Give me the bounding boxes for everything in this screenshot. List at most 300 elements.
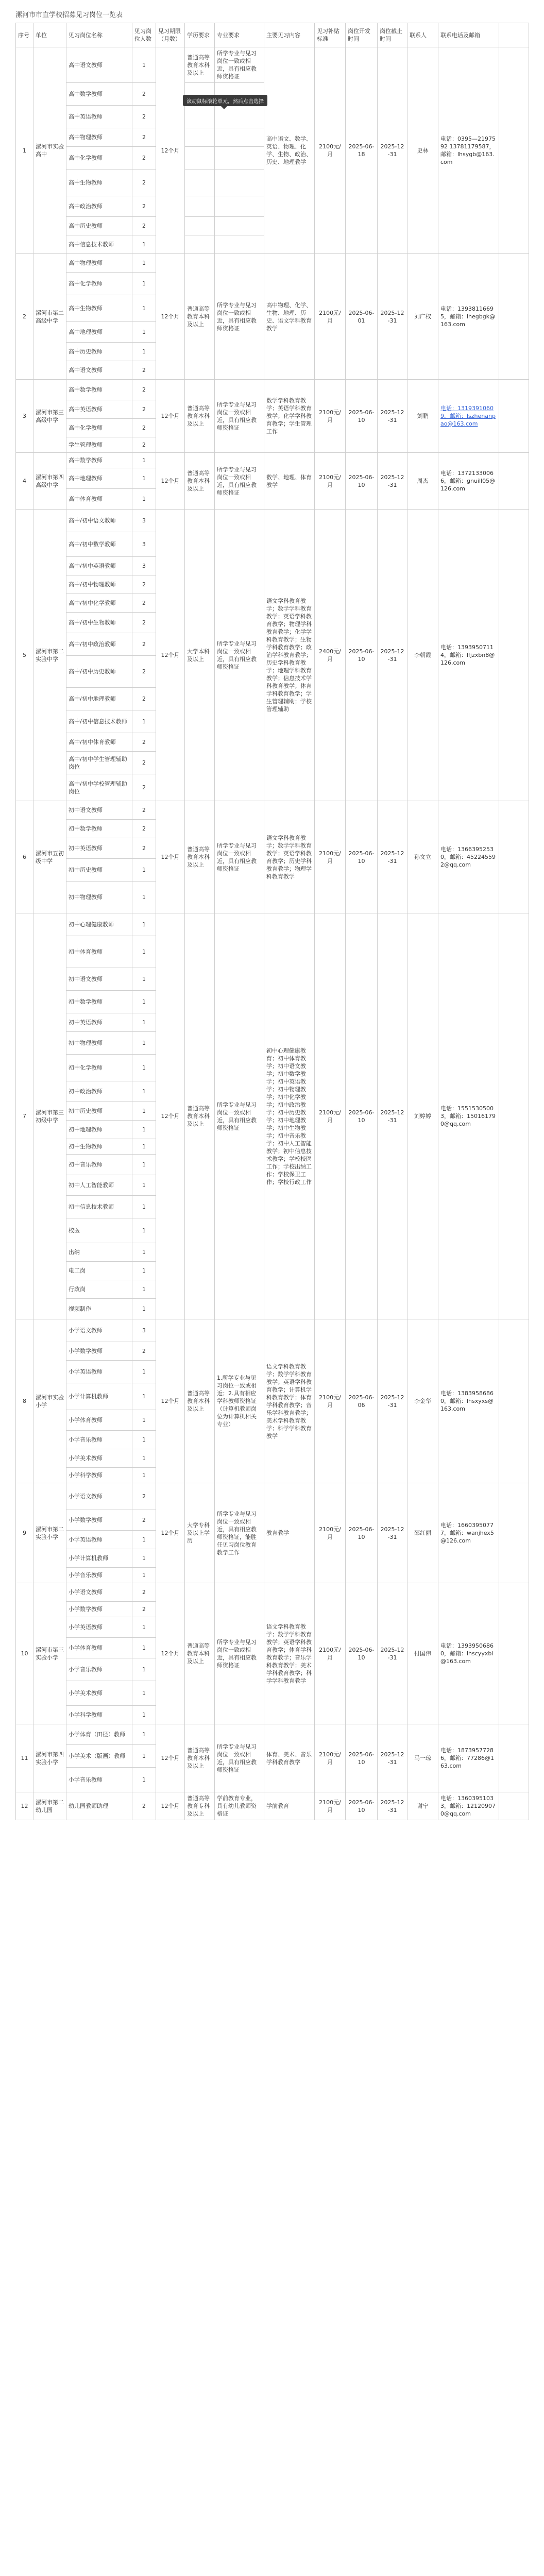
education-requirement — [185, 196, 215, 217]
position-name: 小学语文教师 — [66, 1483, 132, 1510]
position-name: 高中地理教师 — [66, 468, 132, 489]
position-name: 初中历史教师 — [66, 859, 132, 882]
position-name: 初中数学教师 — [66, 991, 132, 1013]
internship-content: 数学学科教育教学；英语学科教育教学；化学学科教育教学；学生管理工作 — [264, 380, 315, 453]
position-count: 1 — [132, 882, 156, 913]
unit-name: 漯河市第四高级中学 — [33, 453, 66, 510]
position-count: 1 — [132, 254, 156, 273]
subsidy-standard: 2100元/月 — [315, 453, 346, 510]
education-requirement — [185, 235, 215, 254]
major-requirement: 所学专业与见习岗位一致或相近，具有相应教师资格证 — [215, 913, 264, 1319]
row-number: 6 — [16, 801, 33, 913]
position-name: 高中/初中数学教师 — [66, 532, 132, 557]
table-row — [16, 1792, 529, 1820]
position-name: 高中数学教师 — [66, 453, 132, 468]
position-name: 小学语文教师 — [66, 1583, 132, 1602]
position-name: 小学音乐教师 — [66, 1658, 132, 1681]
position-count: 1 — [132, 1383, 156, 1410]
education-requirement: 普通高等教育本科及以上 — [185, 453, 215, 510]
position-name: 小学体育（田径）教师 — [66, 1724, 132, 1745]
internship-table — [15, 23, 529, 1820]
unit-name: 漯河市第二幼儿园 — [33, 1792, 66, 1820]
header-cell: 见习补贴标准 — [315, 23, 346, 47]
position-count: 1 — [132, 1081, 156, 1102]
position-name: 小学科学教师 — [66, 1706, 132, 1724]
unit-name: 漯河市第三高级中学 — [33, 380, 66, 453]
subsidy-standard: 2100元/月 — [315, 1724, 346, 1792]
position-count: 1 — [132, 343, 156, 361]
position-count: 2 — [132, 656, 156, 688]
position-count: 2 — [132, 147, 156, 170]
position-count: 1 — [132, 1568, 156, 1583]
position-count: 1 — [132, 322, 156, 343]
position-name: 高中政治教师 — [66, 196, 132, 217]
position-count: 1 — [132, 1410, 156, 1431]
position-name: 初中体育教师 — [66, 936, 132, 968]
position-name: 高中英语教师 — [66, 106, 132, 128]
contact-phone-email: 电话：13193910609，邮箱：lszhenanpao@163.com — [438, 380, 499, 453]
end-date: 2025-12-31 — [378, 1724, 407, 1792]
position-count: 2 — [132, 1342, 156, 1361]
unit-name: 漯河市第二高级中学 — [33, 254, 66, 380]
position-name: 小学数学教师 — [66, 1342, 132, 1361]
position-name: 高中/初中化学教师 — [66, 594, 132, 613]
table-row — [16, 47, 529, 83]
position-count: 2 — [132, 688, 156, 710]
table-row — [16, 453, 529, 468]
internship-months: 12个月 — [156, 453, 185, 510]
header-cell: 主要见习内容 — [264, 23, 315, 47]
position-name: 高中物理教师 — [66, 128, 132, 147]
header-cell: 岗位截止时间 — [378, 23, 407, 47]
position-name: 高中生物教师 — [66, 170, 132, 196]
position-count: 2 — [132, 575, 156, 594]
major-requirement: 学前教育专业，具有幼儿教师资格证 — [215, 1792, 264, 1820]
position-count: 1 — [132, 1155, 156, 1175]
subsidy-standard: 2100元/月 — [315, 47, 346, 254]
unit-name: 漯河市实验小学 — [33, 1319, 66, 1483]
position-name: 小学计算机教师 — [66, 1383, 132, 1410]
position-count: 1 — [132, 1361, 156, 1383]
major-requirement — [215, 196, 264, 217]
position-name: 高中/初中物理教师 — [66, 575, 132, 594]
header-cell: 联系电话及邮箱 — [438, 23, 499, 47]
header-cell: 学历要求 — [185, 23, 215, 47]
contact-phone-email: 电话：13721330066，邮箱：gnuill05@126.com — [438, 453, 499, 510]
position-count: 3 — [132, 557, 156, 575]
education-requirement — [185, 147, 215, 170]
end-date: 2025-12-31 — [378, 47, 407, 254]
position-name: 小学计算机教师 — [66, 1549, 132, 1568]
position-name: 高中生物教师 — [66, 295, 132, 322]
position-name: 小学体育教师 — [66, 1410, 132, 1431]
unit-name: 漯河市第四实验小学 — [33, 1724, 66, 1792]
position-count: 2 — [132, 1483, 156, 1510]
position-name: 高中/初中英语教师 — [66, 557, 132, 575]
position-count: 1 — [132, 1262, 156, 1280]
position-count: 2 — [132, 594, 156, 613]
table-row — [16, 510, 529, 532]
internship-content: 高中语文、数学、英语、物理、化学、生物、政治、历史、地理教学 — [264, 47, 315, 254]
row-number: 10 — [16, 1583, 33, 1724]
subsidy-standard: 2100元/月 — [315, 1583, 346, 1724]
unit-name: 漯河市实验高中 — [33, 47, 66, 254]
position-name: 小学音乐教师 — [66, 1768, 132, 1792]
position-name: 高中化学教师 — [66, 419, 132, 437]
position-name: 初中物理教师 — [66, 882, 132, 913]
major-requirement: 1.所学专业与见习岗位一致或相近；2.具有相应学科教师资格证（计算机教师岗位为计算机相关专业） — [215, 1319, 264, 1483]
position-count: 2 — [132, 1602, 156, 1617]
major-requirement: 所学专业与见习岗位一致或相近，具有相应教师资格证 — [215, 510, 264, 801]
position-name: 校医 — [66, 1218, 132, 1243]
position-name: 出纳 — [66, 1243, 132, 1262]
position-name: 初中物理教师 — [66, 1032, 132, 1055]
position-count: 1 — [132, 489, 156, 510]
position-count: 1 — [132, 1768, 156, 1792]
position-name: 小学美术教师 — [66, 1681, 132, 1706]
position-name: 高中信息技术教师 — [66, 235, 132, 254]
start-date: 2025-06-18 — [346, 47, 378, 254]
note-cell — [499, 1792, 529, 1820]
major-requirement: 所学专业与见习岗位一致或相近，具有相应教师资格证，能胜任见习岗位教育教学工作 — [215, 1483, 264, 1583]
major-requirement: 所学专业与见习岗位一致或相近，具有相应教师资格证 — [215, 47, 264, 83]
position-name: 小学语文教师 — [66, 1319, 132, 1342]
position-name: 初中生物教师 — [66, 1139, 132, 1155]
table-row — [16, 913, 529, 936]
table-row — [16, 801, 529, 820]
internship-months: 12个月 — [156, 1583, 185, 1724]
unit-name: 漯河市五初级中学 — [33, 801, 66, 913]
position-name: 高中历史教师 — [66, 217, 132, 235]
start-date: 2025-06-10 — [346, 1792, 378, 1820]
note-cell — [499, 254, 529, 380]
contact-phone-email: 电话：13938116695，邮箱：lhegbgk@163.com — [438, 254, 499, 380]
note-cell — [499, 380, 529, 453]
unit-name: 漯河市第三初级中学 — [33, 913, 66, 1319]
position-name: 小学音乐教师 — [66, 1568, 132, 1583]
position-count: 2 — [132, 801, 156, 820]
position-name: 初中语文教师 — [66, 968, 132, 991]
header-cell: 岗位开发时间 — [346, 23, 378, 47]
table-row — [16, 1583, 529, 1602]
subsidy-standard: 2400元/月 — [315, 510, 346, 801]
education-requirement: 普通高等教育本科及以上 — [185, 47, 215, 83]
position-count: 1 — [132, 1658, 156, 1681]
position-count: 1 — [132, 1055, 156, 1081]
major-requirement — [215, 217, 264, 235]
position-count: 2 — [132, 613, 156, 633]
note-cell — [499, 510, 529, 801]
education-requirement — [185, 170, 215, 196]
major-requirement: 所学专业与见习岗位一致或相近，具有相应教师资格证 — [215, 801, 264, 913]
end-date: 2025-12-31 — [378, 1583, 407, 1724]
position-count: 1 — [132, 1013, 156, 1032]
position-name: 小学英语教师 — [66, 1361, 132, 1383]
table-body — [16, 47, 529, 1820]
position-count: 1 — [132, 273, 156, 295]
start-date: 2025-06-10 — [346, 510, 378, 801]
contact-person: 孙文立 — [407, 801, 438, 913]
position-count: 2 — [132, 196, 156, 217]
position-name: 高中/初中政治教师 — [66, 633, 132, 656]
internship-months: 12个月 — [156, 1724, 185, 1792]
major-requirement: 所学专业与见习岗位一致或相近，具有相应教师资格证 — [215, 380, 264, 453]
position-name: 高中历史教师 — [66, 343, 132, 361]
subsidy-standard: 2100元/月 — [315, 801, 346, 913]
position-count: 1 — [132, 1468, 156, 1483]
position-name: 高中数学教师 — [66, 380, 132, 400]
education-requirement: 普通高等教育本科及以上 — [185, 254, 215, 380]
header-cell: 联系人 — [407, 23, 438, 47]
education-requirement: 普通高等教育本科及以上 — [185, 1724, 215, 1792]
internship-months: 12个月 — [156, 1792, 185, 1820]
end-date: 2025-12-31 — [378, 1792, 407, 1820]
note-cell — [499, 453, 529, 510]
position-count: 1 — [132, 1724, 156, 1745]
position-name: 初中信息技术教师 — [66, 1196, 132, 1218]
position-count: 1 — [132, 1681, 156, 1706]
position-count: 2 — [132, 774, 156, 801]
position-count: 1 — [132, 859, 156, 882]
major-requirement — [215, 128, 264, 147]
position-name: 小学英语教师 — [66, 1617, 132, 1638]
position-count: 1 — [132, 1638, 156, 1658]
position-count: 1 — [132, 1280, 156, 1299]
position-name: 初中语文教师 — [66, 801, 132, 820]
table-row — [16, 254, 529, 273]
position-name: 小学数学教师 — [66, 1602, 132, 1617]
position-name: 小学体育教师 — [66, 1638, 132, 1658]
start-date: 2025-06-10 — [346, 801, 378, 913]
position-name: 高中/初中历史教师 — [66, 656, 132, 688]
row-number: 9 — [16, 1483, 33, 1583]
position-name: 高中化学教师 — [66, 147, 132, 170]
internship-content: 初中心理健康教育；初中体育教学；初中语文教学；初中数学教学；初中英语教学；初中物理教学；初中化学教学；初中政治教学；初中历史教学；初中地理教学；初中生物教学；初中音乐教学；初中人工智能教学；初中信息技术教学；学校校医工作；学校出纳工作；学校保卫工作；学校行政工作 — [264, 913, 315, 1319]
position-name: 行政岗 — [66, 1280, 132, 1299]
subsidy-standard: 2100元/月 — [315, 254, 346, 380]
internship-content: 语文学科教育教学；数学学科教育教学；英语学科教育教学；历史学科教育教学；物理学科教育教学 — [264, 801, 315, 913]
position-name: 高中语文教师 — [66, 47, 132, 83]
note-cell — [499, 1724, 529, 1792]
row-number: 8 — [16, 1319, 33, 1483]
position-count: 1 — [132, 468, 156, 489]
end-date: 2025-12-31 — [378, 453, 407, 510]
position-name: 初中地理教师 — [66, 1121, 132, 1139]
position-name: 小学数学教师 — [66, 1510, 132, 1531]
contact-phone-email: 电话：0395—2197592 13781179587，邮箱：lhsygb@163.com — [438, 47, 499, 254]
start-date: 2025-06-10 — [346, 1583, 378, 1724]
header-cell: 见习岗位人数 — [132, 23, 156, 47]
major-requirement: 所学专业与见习岗位一致或相近，具有相应教师资格证 — [215, 453, 264, 510]
position-count: 1 — [132, 1449, 156, 1468]
position-name: 初中政治教师 — [66, 1081, 132, 1102]
position-count: 3 — [132, 1319, 156, 1342]
unit-name: 漯河市第二实验小学 — [33, 1483, 66, 1583]
contact-person: 史林 — [407, 47, 438, 254]
position-count: 1 — [132, 913, 156, 936]
education-requirement: 大学专科及以上学历 — [185, 1483, 215, 1583]
major-requirement — [215, 147, 264, 170]
position-name: 初中历史教师 — [66, 1102, 132, 1121]
position-name: 视频制作 — [66, 1299, 132, 1319]
position-name: 高中数学教师 — [66, 83, 132, 106]
position-count: 1 — [132, 936, 156, 968]
subsidy-standard: 2100元/月 — [315, 1483, 346, 1583]
internship-content: 数学、地理、体育教学 — [264, 453, 315, 510]
position-name: 初中化学教师 — [66, 1055, 132, 1081]
internship-months: 12个月 — [156, 1319, 185, 1483]
position-count: 1 — [132, 235, 156, 254]
contact-person: 付国伟 — [407, 1583, 438, 1724]
subsidy-standard: 2100元/月 — [315, 913, 346, 1319]
position-count: 1 — [132, 1243, 156, 1262]
position-count: 1 — [132, 1299, 156, 1319]
contact-person: 刘广权 — [407, 254, 438, 380]
header-cell: 见习期限（月数） — [156, 23, 185, 47]
education-requirement — [185, 128, 215, 147]
header-cell: 专业要求 — [215, 23, 264, 47]
subsidy-standard: 2100元/月 — [315, 1792, 346, 1820]
position-count: 2 — [132, 733, 156, 752]
row-number: 2 — [16, 254, 33, 380]
header-cell: 见习岗位名称 — [66, 23, 132, 47]
position-name: 小学英语教师 — [66, 1531, 132, 1549]
scroll-tooltip: 滚动鼠标滚轮单元，然后点击选择 — [183, 95, 267, 106]
start-date: 2025-06-10 — [346, 913, 378, 1319]
position-count: 2 — [132, 633, 156, 656]
position-count: 1 — [132, 968, 156, 991]
contact-person: 邵红丽 — [407, 1483, 438, 1583]
position-name: 初中数学教师 — [66, 820, 132, 838]
position-count: 1 — [132, 1706, 156, 1724]
row-number: 4 — [16, 453, 33, 510]
start-date: 2025-06-10 — [346, 1483, 378, 1583]
page-title: 漯河市市直学校招募见习岗位一览表 — [15, 11, 123, 19]
contact-phone-email: 电话：13839586860，邮箱：lhsxyxs@163.com — [438, 1319, 499, 1483]
position-name: 初中心理健康教师 — [66, 913, 132, 936]
position-name: 初中音乐教师 — [66, 1155, 132, 1175]
position-count: 1 — [132, 1175, 156, 1196]
position-count: 1 — [132, 710, 156, 733]
internship-content: 教育教学 — [264, 1483, 315, 1583]
contact-person: 刘婷婷 — [407, 913, 438, 1319]
major-requirement — [215, 170, 264, 196]
education-requirement: 普通高等教育专科及以上 — [185, 1792, 215, 1820]
position-count: 2 — [132, 419, 156, 437]
row-number: 12 — [16, 1792, 33, 1820]
row-number: 3 — [16, 380, 33, 453]
position-name: 高中/初中信息技术教师 — [66, 710, 132, 733]
position-count: 2 — [132, 128, 156, 147]
position-name: 学生管理教师 — [66, 437, 132, 453]
position-count: 1 — [132, 1549, 156, 1568]
contact-phone-email: 电话：13939506860，邮箱：lhscyyxbi@163.com — [438, 1583, 499, 1724]
header-cell: 序号 — [16, 23, 33, 47]
position-count: 1 — [132, 1121, 156, 1139]
note-cell — [499, 47, 529, 254]
contact-phone-email: 电话：13603951033，邮箱：121209070@qq.com — [438, 1792, 499, 1820]
position-name: 初中人工智能教师 — [66, 1175, 132, 1196]
start-date: 2025-06-10 — [346, 380, 378, 453]
contact-person: 谢宁 — [407, 1792, 438, 1820]
note-cell — [499, 1319, 529, 1483]
position-count: 2 — [132, 752, 156, 774]
position-name: 高中/初中地理教师 — [66, 688, 132, 710]
position-count: 1 — [132, 295, 156, 322]
position-count: 2 — [132, 437, 156, 453]
row-number: 7 — [16, 913, 33, 1319]
internship-content: 体育、美术、音乐学科教育教学 — [264, 1724, 315, 1792]
education-requirement: 普通高等教育本科及以上 — [185, 1583, 215, 1724]
internship-content: 语文学科教育教学；数学学科教育教学；英语学科教育教学；计算机学科教育教学；体育学科教育教学；音乐学科教育教学；美术学科教育教学；科学学科教育教学 — [264, 1319, 315, 1483]
internship-months: 12个月 — [156, 47, 185, 254]
education-requirement — [185, 106, 215, 128]
position-name: 小学美术教师 — [66, 1449, 132, 1468]
major-requirement: 所学专业与见习岗位一致或相近，具有相应教师资格证 — [215, 1724, 264, 1792]
position-count: 2 — [132, 380, 156, 400]
note-cell — [499, 801, 529, 913]
contact-person: 李朝霞 — [407, 510, 438, 801]
position-count: 1 — [132, 1139, 156, 1155]
position-count: 3 — [132, 532, 156, 557]
position-name: 幼儿园教师助理 — [66, 1792, 132, 1820]
end-date: 2025-12-31 — [378, 510, 407, 801]
internship-months: 12个月 — [156, 254, 185, 380]
contact-person: 马一琼 — [407, 1724, 438, 1792]
position-count: 1 — [132, 47, 156, 83]
position-name: 小学科学教师 — [66, 1468, 132, 1483]
table-row — [16, 380, 529, 400]
contact-phone-email: 电话：16603950777，邮箱：wanjhex5@126.com — [438, 1483, 499, 1583]
internship-content: 语文学科教育教学；数学学科教育教学；英语学科教育教学；体育学科教育教学；音乐学科教育教学；美术学科教育教学；科学学科教育教学 — [264, 1583, 315, 1724]
row-number: 5 — [16, 510, 33, 801]
header-cell: 单位 — [33, 23, 66, 47]
subsidy-standard: 2100元/月 — [315, 380, 346, 453]
position-count: 1 — [132, 1431, 156, 1449]
position-count: 1 — [132, 453, 156, 468]
internship-content: 高中物理、化学、生物、地理、历史、语文学科教育教学 — [264, 254, 315, 380]
education-requirement: 普通高等教育本科及以上 — [185, 913, 215, 1319]
position-count: 2 — [132, 400, 156, 419]
unit-name: 漯河市第三实验小学 — [33, 1583, 66, 1724]
position-count: 2 — [132, 1792, 156, 1820]
end-date: 2025-12-31 — [378, 380, 407, 453]
internship-content: 学前教育 — [264, 1792, 315, 1820]
education-requirement: 普通高等教育本科及以上 — [185, 1319, 215, 1483]
internship-months: 12个月 — [156, 913, 185, 1319]
position-count: 2 — [132, 106, 156, 128]
contact-phone-email: 电话：15515305003，邮箱：150161790@qq.com — [438, 913, 499, 1319]
position-name: 小学美术（版画）教师 — [66, 1745, 132, 1768]
position-name: 高中/初中学生管理辅助岗位 — [66, 752, 132, 774]
header-row — [16, 23, 529, 47]
position-count: 2 — [132, 361, 156, 380]
position-count: 1 — [132, 1617, 156, 1638]
position-name: 高中英语教师 — [66, 400, 132, 419]
table-row — [16, 1319, 529, 1342]
contact-person: 刘鹏 — [407, 380, 438, 453]
position-name: 小学音乐教师 — [66, 1431, 132, 1449]
position-count: 2 — [132, 1510, 156, 1531]
row-number: 1 — [16, 47, 33, 254]
contact-phone-email: 电话：18739577286，邮箱：77286@163.com — [438, 1724, 499, 1792]
position-count: 2 — [132, 820, 156, 838]
note-cell — [499, 1583, 529, 1724]
contact-person: 李金华 — [407, 1319, 438, 1483]
position-count: 1 — [132, 1102, 156, 1121]
start-date: 2025-06-06 — [346, 1319, 378, 1483]
end-date: 2025-12-31 — [378, 801, 407, 913]
